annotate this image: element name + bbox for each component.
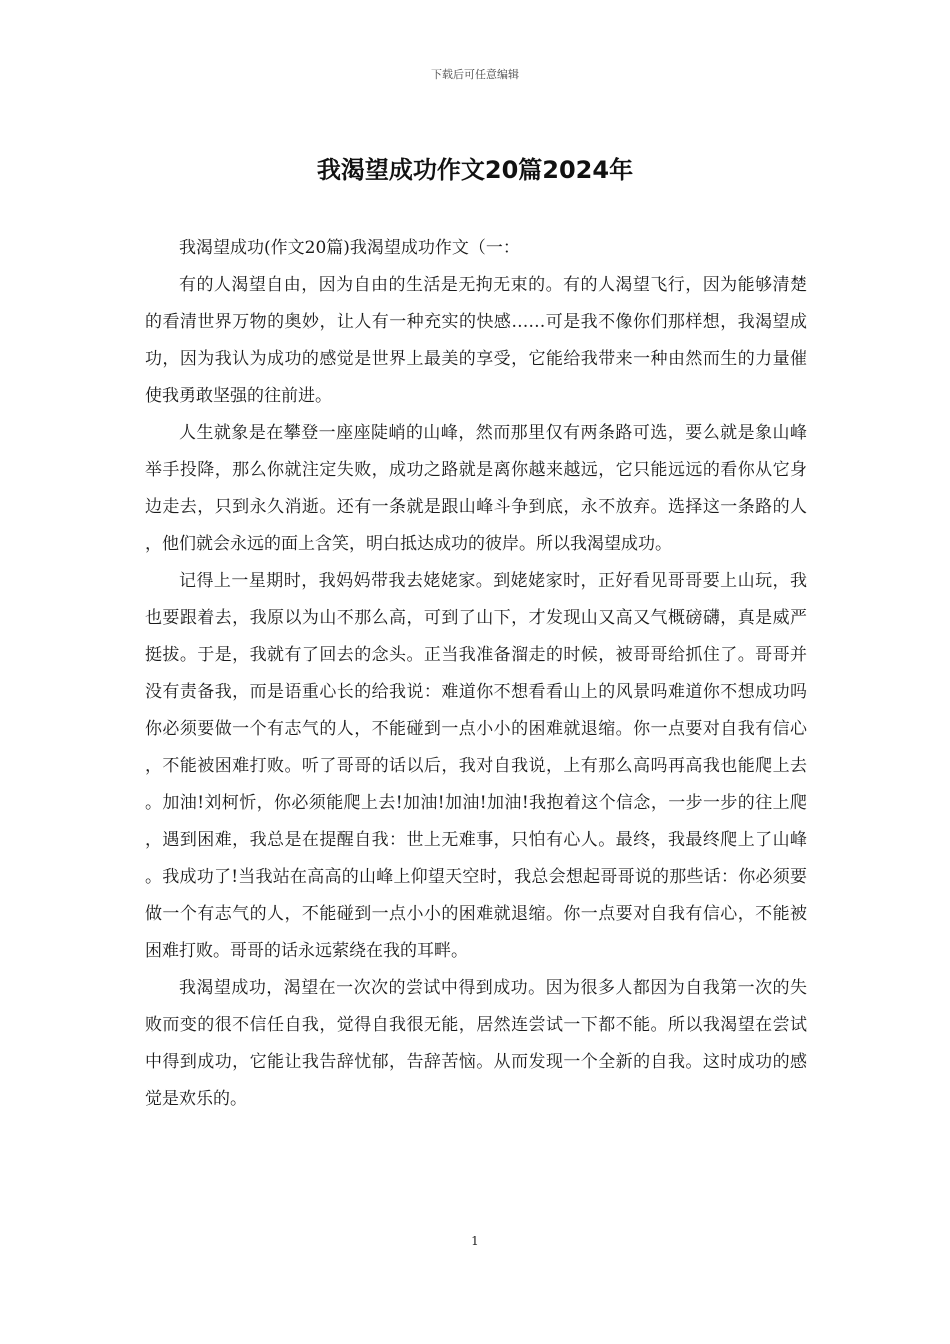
page-header-note: 下载后可任意编辑: [431, 68, 519, 81]
paragraph-2: 人生就象是在攀登一座座陡峭的山峰，然而那里仅有两条路可选，要么就是象山峰举手投降，那么你就注定失败，成功之路就是离你越来越远，它只能远远的看你从它身边走去，只到永久消逝。还有一条就是跟山峰斗争到底，永不放弃。选择这一条路的人，他们就会永远的面上含笑，明白抵达成功的彼岸。所以我渴望成功。: [145, 423, 807, 554]
paragraph-1: 有的人渴望自由，因为自由的生活是无拘无束的。有的人渴望飞行，因为能够清楚的看清世界万物的奥妙，让人有一种充实的快感……可是我不像你们那样想，我渴望成功，因为我认为成功的感觉是世界上最美的享受，它能给我带来一种由然而生的力量催使我勇敢坚强的往前进。: [145, 275, 807, 406]
page-number: 1: [471, 1234, 479, 1248]
paragraph-3: 记得上一星期时，我妈妈带我去姥姥家。到姥姥家时，正好看见哥哥要上山玩，我也要跟着去，我原以为山不那么高，可到了山下，才发现山又高又气概磅礴，真是威严挺拔。于是，我就有了回去的念头。正当我准备溜走的时候，被哥哥给抓住了。哥哥并没有责备我，而是语重心长的给我说：难道你不想看看山上的风景吗难道你不想成功吗你必须要做一个有志气的人，不能碰到一点小小的困难就退缩。你一点要对自我有信心，不能被困难打败。听了哥哥的话以后，我对自我说，上有那么高吗再高我也能爬上去。加油!刘柯忻，你必须能爬上去!加油!加油!加油!我抱着这个信念，一步一步的往上爬，遇到困难，我总是在提醒自我：世上无难事，只怕有心人。最终，我最终爬上了山峰。我成功了!当我站在高高的山峰上仰望天空时，我总会想起哥哥说的那些话：你必须要做一个有志气的人，不能碰到一点小小的困难就退缩。你一点要对自我有信心，不能被困难打败。哥哥的话永远萦绕在我的耳畔。: [145, 571, 807, 961]
paragraph-intro: 我渴望成功(作文20篇)我渴望成功作文（一：: [179, 238, 520, 258]
document-body: [145, 230, 807, 1118]
paragraph-4: 我渴望成功，渴望在一次次的尝试中得到成功。因为很多人都因为自我第一次的失败而变的很不信任自我，觉得自我很无能，居然连尝试一下都不能。所以我渴望在尝试中得到成功，它能让我告辞忧郁，告辞苦恼。从而发现一个全新的自我。这时成功的感觉是欢乐的。: [145, 978, 807, 1109]
document-title: 我渴望成功作文20篇2024年: [316, 156, 634, 184]
